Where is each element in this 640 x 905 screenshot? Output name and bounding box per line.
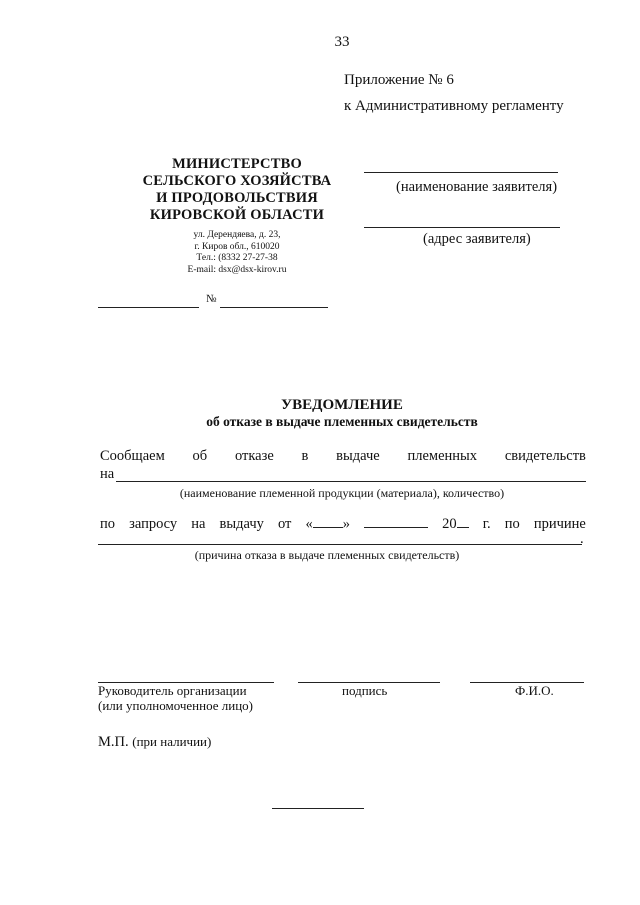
paragraph-1-word: в [301,448,309,464]
paragraph-1-word: племенных [407,448,478,464]
ministry-name-line: И ПРОДОВОЛЬСТВИЯ [156,190,318,206]
paragraph-1 [100,448,586,465]
paragraph-1-word: Сообщаем [100,448,165,464]
product-name-blank [116,481,586,482]
stamp-place [98,734,211,751]
annex-title: Приложение № 6 [344,72,454,88]
paragraph-2-word: на [191,516,206,532]
registration-number-label: № [206,293,217,305]
applicant-address-caption: (адрес заявителя) [423,231,531,247]
head-label-note: (или уполномоченное лицо) [98,698,253,713]
ministry-phone: Тел.: (8332 27-27-38 [196,253,278,263]
stamp-label: М.П. [98,734,129,750]
ministry-name-line: МИНИСТЕРСТВО [172,156,302,172]
ministry-email: E-mail: dsx@dsx-kirov.ru [187,264,287,275]
request-month-blank [364,513,428,528]
page-number: 33 [334,34,350,50]
paragraph-2-word: от [278,516,292,532]
product-name-caption: (наименование племенной продукции (материала), количество) [179,486,505,500]
signature-label: подпись [342,683,388,698]
fio-label: Ф.И.О. [515,683,554,698]
paragraph-2-word: запросу [129,516,178,532]
paragraph-2-word: выдачу [219,516,264,532]
registration-date-blank [98,307,199,308]
paragraph-2-word: причине [533,516,586,532]
paragraph-2-word: г. [482,516,491,532]
ministry-address-line: г. Киров обл., 610020 [194,241,280,252]
request-day-field: « » [305,513,350,533]
notice-title: УВЕДОМЛЕНИЕ [281,397,403,413]
end-of-document-line [272,808,364,809]
applicant-name-caption: (наименование заявителя) [396,179,558,195]
ministry-address-line: ул. Дерендяева, д. 23, [193,230,281,240]
paragraph-2 [100,513,586,533]
paragraph-2-word: по [504,516,520,532]
applicant-name-blank [364,172,558,173]
paragraph-2-word: по [100,516,116,532]
refusal-reason-blank [98,544,582,545]
head-label: Руководитель организации [98,683,247,698]
ministry-name-line: КИРОВСКОЙ ОБЛАСТИ [149,207,325,223]
paragraph-1-word: отказе [234,448,274,464]
paragraph-1-word: выдаче [336,448,380,464]
refusal-reason-caption: (причина отказа в выдаче племенных свидетельств) [194,548,460,562]
paragraph-1-continuation: на [100,466,115,482]
notice-subtitle: об отказе в выдаче племенных свидетельств [206,414,478,429]
registration-number-blank [220,307,328,308]
stamp-note: (при наличии) [132,734,212,749]
paragraph-1-word: свидетельств [504,448,586,464]
ministry-header [100,156,374,276]
refusal-reason-end: . [580,531,584,547]
applicant-address-blank [364,227,560,228]
paragraph-1-word: об [192,448,208,464]
request-year-field: 20 [442,513,469,533]
annex-subtitle: к Административному регламенту [344,98,564,114]
ministry-name-line: СЕЛЬСКОГО ХОЗЯЙСТВА [142,173,332,189]
